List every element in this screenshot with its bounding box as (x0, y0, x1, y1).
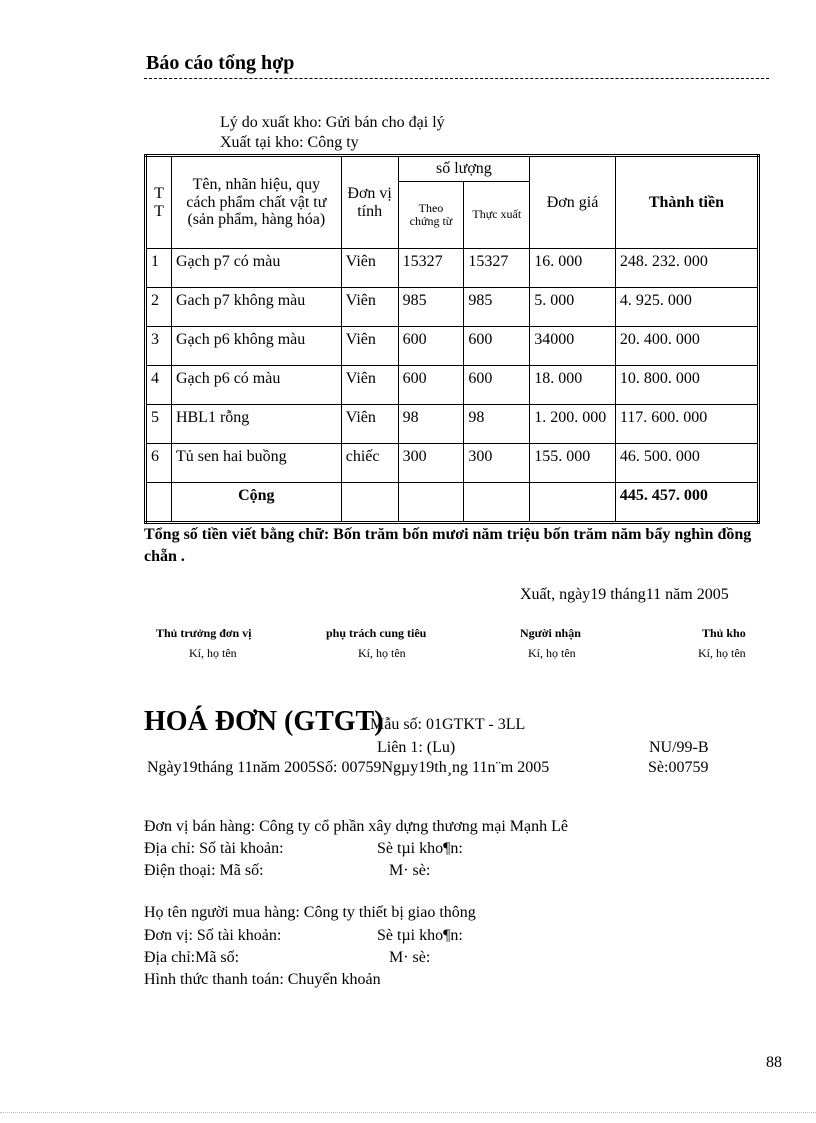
invoice-number: Sè:00759 (648, 759, 709, 776)
row-name: Gạch p7 có màu (171, 249, 341, 288)
row-name: Gạch p6 có màu (171, 366, 341, 405)
row-price: 5. 000 (530, 288, 616, 327)
row-unit: Viên (341, 327, 398, 366)
buyer-address: Địa chỉ:Mã số: (144, 949, 240, 966)
row-amount: 20. 400. 000 (615, 327, 758, 366)
table-row (146, 405, 759, 444)
row-tt: 3 (146, 327, 172, 366)
row-unit: Viên (341, 405, 398, 444)
table-row (146, 288, 759, 327)
row-price: 34000 (530, 327, 616, 366)
header-divider (144, 78, 769, 79)
row-qty-doc: 98 (398, 405, 464, 444)
row-name: Gạch p6 không màu (171, 327, 341, 366)
row-unit: Viên (341, 366, 398, 405)
invoice-date-line: Ngày19tháng 11năm 2005Số: 00759Ngµy19th¸ng 11n¨m 2005 (147, 759, 550, 776)
table-row (146, 366, 759, 405)
buyer-address-extra: M· sè: (389, 949, 431, 966)
seller-address-extra: Sè tµi kho¶n: (377, 840, 463, 857)
row-qty-actual: 300 (464, 444, 530, 483)
row-price: 1. 200. 000 (530, 405, 616, 444)
total-amount: 445. 457. 000 (615, 483, 758, 523)
signature-title: Người nhận (520, 626, 581, 640)
row-qty-actual: 98 (464, 405, 530, 444)
row-tt: 6 (146, 444, 172, 483)
header-price: Đơn giá (530, 156, 616, 249)
signature-note: Kí, họ tên (189, 646, 237, 660)
invoice-title: HOÁ ĐƠN (GTGT) (144, 706, 384, 737)
footer-divider (0, 1112, 816, 1113)
row-qty-actual: 600 (464, 327, 530, 366)
row-tt: 2 (146, 288, 172, 327)
row-amount: 248. 232. 000 (615, 249, 758, 288)
buyer-unit: Đơn vị: Số tài khoản: (144, 927, 282, 944)
seller-phone-extra: M· sè: (389, 862, 431, 879)
signature-title: phụ trách cung tiêu (326, 626, 427, 640)
row-tt: 5 (146, 405, 172, 444)
row-amount: 117. 600. 000 (615, 405, 758, 444)
seller-unit: Đơn vị bán hàng: Công ty cổ phần xây dựng thương mại Mạnh Lê (144, 818, 568, 835)
row-qty-actual: 985 (464, 288, 530, 327)
row-qty-doc: 600 (398, 366, 464, 405)
total-row (146, 483, 759, 523)
row-amount: 4. 925. 000 (615, 288, 758, 327)
row-amount: 10. 800. 000 (615, 366, 758, 405)
row-qty-doc: 15327 (398, 249, 464, 288)
row-amount: 46. 500. 000 (615, 444, 758, 483)
header-name: Tên, nhãn hiệu, quy cách phẩm chất vật tư (sản phẩm, hàng hóa) (171, 156, 341, 249)
row-unit: Viên (341, 249, 398, 288)
total-label: Cộng (171, 483, 341, 523)
row-name: Tủ sen hai buồng (171, 444, 341, 483)
row-unit: Viên (341, 288, 398, 327)
row-price: 155. 000 (530, 444, 616, 483)
header-tt: T T (146, 156, 172, 249)
header-qty-actual: Thực xuất (464, 182, 530, 249)
row-qty-doc: 300 (398, 444, 464, 483)
row-qty-doc: 985 (398, 288, 464, 327)
seller-address: Địa chỉ: Số tài khoản: (144, 840, 284, 857)
header-amount: Thành tiền (615, 156, 758, 249)
signature-title: Thủ trưởng đơn vị (156, 626, 252, 640)
export-warehouse: Xuất tại kho: Công ty (220, 134, 359, 151)
signature-note: Kí, họ tên (528, 646, 576, 660)
table-row (146, 444, 759, 483)
table-row (146, 249, 759, 288)
invoice-code: NU/99-B (649, 739, 709, 756)
row-tt: 1 (146, 249, 172, 288)
row-name: Gach p7 không màu (171, 288, 341, 327)
row-qty-doc: 600 (398, 327, 464, 366)
goods-table (144, 154, 760, 524)
row-qty-actual: 15327 (464, 249, 530, 288)
export-date: Xuất, ngày19 tháng11 năm 2005 (520, 586, 729, 603)
signature-title: Thủ kho (702, 626, 746, 640)
signature-note: Kí, họ tên (698, 646, 746, 660)
buyer-payment: Hình thức thanh toán: Chuyển khoản (144, 971, 381, 988)
table-row (146, 327, 759, 366)
signature-note: Kí, họ tên (358, 646, 406, 660)
header-quantity: số lượng (398, 156, 530, 182)
row-unit: chiếc (341, 444, 398, 483)
row-price: 18. 000 (530, 366, 616, 405)
export-reason: Lý do xuất kho: Gửi bán cho đại lý (220, 114, 445, 131)
row-qty-actual: 600 (464, 366, 530, 405)
header-qty-doc: Theo chứng từ (398, 182, 464, 249)
invoice-form-number: Mẫu số: 01GTKT - 3LL (370, 716, 526, 733)
row-tt: 4 (146, 366, 172, 405)
page-header-title: Báo cáo tổng hợp (146, 52, 295, 74)
total-in-words: Tổng số tiền viết bằng chữ: Bốn trăm bốn mươi năm triệu bốn trăm năm bẩy nghìn đồng chẵn . (144, 526, 752, 565)
row-name: HBL1 rỗng (171, 405, 341, 444)
seller-phone: Điện thoại: Mã số: (144, 862, 264, 879)
invoice-copy: Liên 1: (Lu) (377, 739, 456, 756)
buyer-name: Họ tên người mua hàng: Công ty thiết bị giao thông (144, 904, 476, 921)
buyer-unit-extra: Sè tµi kho¶n: (377, 927, 463, 944)
row-price: 16. 000 (530, 249, 616, 288)
header-unit: Đơn vị tính (341, 156, 398, 249)
page-number: 88 (766, 1054, 782, 1071)
